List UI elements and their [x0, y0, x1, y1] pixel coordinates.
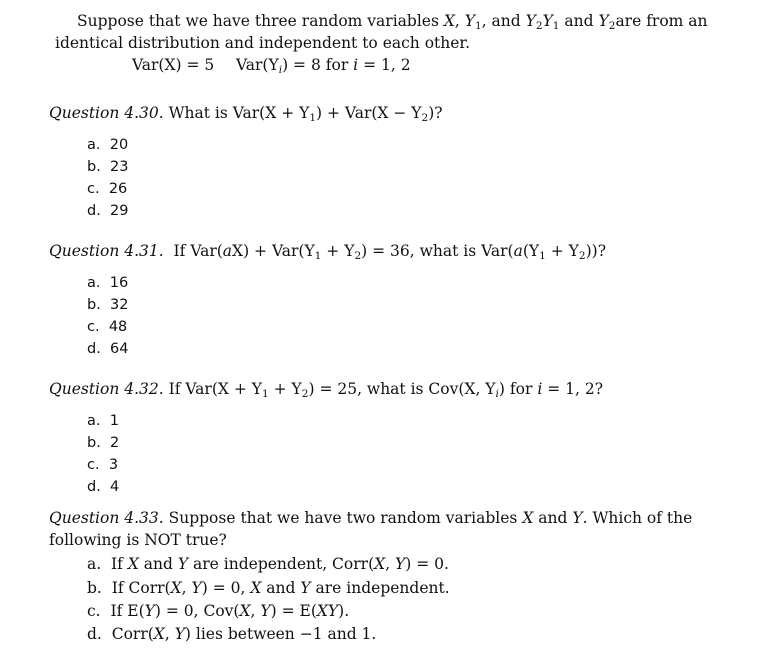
question-label: Question 4.30.	[49, 104, 164, 122]
option-d: d. 64	[87, 341, 129, 357]
question-label: Question 4.32.	[49, 380, 164, 398]
intro-line-2: identical distribution and independent to each other.	[55, 34, 471, 52]
option-b: b. 32	[87, 297, 129, 313]
option-c: c. If E(Y) = 0, Cov(X, Y) = E(XY).	[87, 602, 350, 620]
option-d: d. Corr(X, Y) lies between −1 and 1.	[87, 625, 377, 643]
question-label: Question 4.33.	[49, 509, 164, 527]
intro-formula-var-x: Var(X) = 5	[132, 56, 215, 74]
intro-line-1: Suppose that we have three random variables X, $Y_1$, and $Y_2Y_1$ and $Y_2are$ from an	[77, 12, 708, 32]
option-b: b. 2	[87, 435, 120, 451]
intro-formula-var-y: $Var(Y_i) = 8$ for i = 1, 2	[236, 56, 411, 76]
question-label: Question 4.31.	[49, 242, 164, 260]
option-a: a. 16	[87, 275, 129, 291]
question-4-30: Question 4.30. What is $Var(X + Y_1) + Var(X - Y_2)$?	[49, 104, 443, 124]
option-c: c. 3	[87, 457, 119, 473]
question-4-31: Question 4.31. If $Var(aX) + Var(Y_1 + Y_2) = 36$, what is $Var(a(Y_1 + Y_2))$?	[49, 242, 606, 262]
question-4-32: Question 4.32. If $Var(X + Y_1 + Y_2) = 25$, what is Cov(X, $Y_i$) for i = 1, 2?	[49, 380, 604, 400]
option-d: d. 29	[87, 203, 129, 219]
option-c: c. 26	[87, 181, 128, 197]
option-a: a. 20	[87, 137, 129, 153]
option-d: d. 4	[87, 479, 120, 495]
question-4-33: Question 4.33. Suppose that we have two random variables X and Y. Which of the	[49, 509, 693, 527]
option-c: c. 48	[87, 319, 128, 335]
question-4-33-line-2: following is NOT true?	[49, 531, 227, 549]
option-b: b. 23	[87, 159, 129, 175]
option-a: a. 1	[87, 413, 119, 429]
option-a: a. If X and Y are independent, Corr(X, Y) = 0.	[87, 555, 449, 573]
option-b: b. If Corr(X, Y) = 0, X and Y are independent.	[87, 579, 450, 597]
